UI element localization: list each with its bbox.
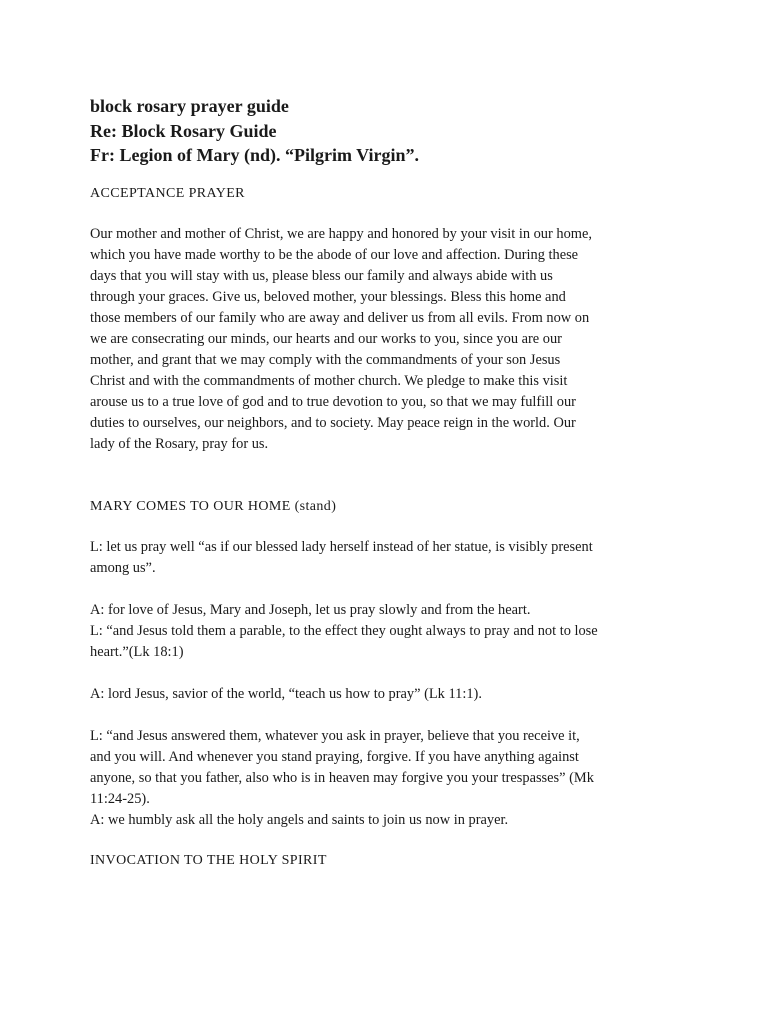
text-line: L: let us pray well “as if our blessed lady herself instead of her statue, is visibly present bbox=[90, 538, 593, 555]
source-line: Fr: Legion of Mary (nd). “Pilgrim Virgin”. bbox=[90, 145, 419, 165]
text-line: 11:24-25). bbox=[90, 790, 150, 807]
text-line: L: “and Jesus answered them, whatever you ask in prayer, believe that you receive it, bbox=[90, 727, 580, 744]
text-line: those members of our family who are away and deliver us from all evils. From now on bbox=[90, 309, 590, 326]
response-prayer-3 bbox=[90, 684, 680, 705]
text-line: lady of the Rosary, pray for us. bbox=[90, 435, 269, 452]
document-title: block rosary prayer guide bbox=[90, 96, 289, 116]
text-line: A: for love of Jesus, Mary and Joseph, let us pray slowly and from the heart. bbox=[90, 601, 531, 618]
text-line: which you have made worthy to be the abode of our love and affection. During these bbox=[90, 246, 579, 263]
acceptance-prayer-text bbox=[90, 224, 680, 455]
text-line: Our mother and mother of Christ, we are happy and honored by your visit in our home, bbox=[90, 225, 592, 242]
document-header bbox=[90, 94, 680, 168]
text-line: and you will. And whenever you stand praying, forgive. If you have anything against bbox=[90, 748, 579, 765]
section-heading-acceptance: ACCEPTANCE PRAYER bbox=[90, 185, 245, 201]
response-leader-prayer-2 bbox=[90, 600, 680, 663]
text-line: mother, and grant that we may comply with the commandments of your son Jesus bbox=[90, 351, 561, 368]
document-page bbox=[90, 94, 680, 871]
text-line: heart.”(Lk 18:1) bbox=[90, 643, 184, 660]
text-line: among us”. bbox=[90, 559, 156, 576]
section-heading-mary-comes: MARY COMES TO OUR HOME (stand) bbox=[90, 498, 337, 514]
leader-prayer-1 bbox=[90, 537, 680, 579]
text-line: days that you will stay with us, please bless our family and always abide with us bbox=[90, 267, 553, 284]
reference-line: Re: Block Rosary Guide bbox=[90, 120, 277, 141]
text-line: Christ and with the commandments of mother church. We pledge to make this visit bbox=[90, 372, 568, 389]
text-line: L: “and Jesus told them a parable, to the effect they ought always to pray and not to lose bbox=[90, 622, 598, 639]
text-line: A: lord Jesus, savior of the world, “teach us how to pray” (Lk 11:1). bbox=[90, 685, 482, 702]
section-heading-invocation: INVOCATION TO THE HOLY SPIRIT bbox=[90, 852, 327, 868]
text-line: arouse us to a true love of god and to true devotion to you, so that we may fulfill our bbox=[90, 393, 576, 410]
text-line: anyone, so that you father, also who is in heaven may forgive you your trespasses” (Mk bbox=[90, 769, 594, 786]
leader-response-prayer-4 bbox=[90, 726, 680, 831]
text-line: we are consecrating our minds, our hearts and our works to you, since you are our bbox=[90, 330, 562, 347]
text-line: through your graces. Give us, beloved mother, your blessings. Bless this home and bbox=[90, 288, 566, 305]
text-line: A: we humbly ask all the holy angels and saints to join us now in prayer. bbox=[90, 811, 509, 828]
text-line: duties to ourselves, our neighbors, and to society. May peace reign in the world. Our bbox=[90, 414, 576, 431]
